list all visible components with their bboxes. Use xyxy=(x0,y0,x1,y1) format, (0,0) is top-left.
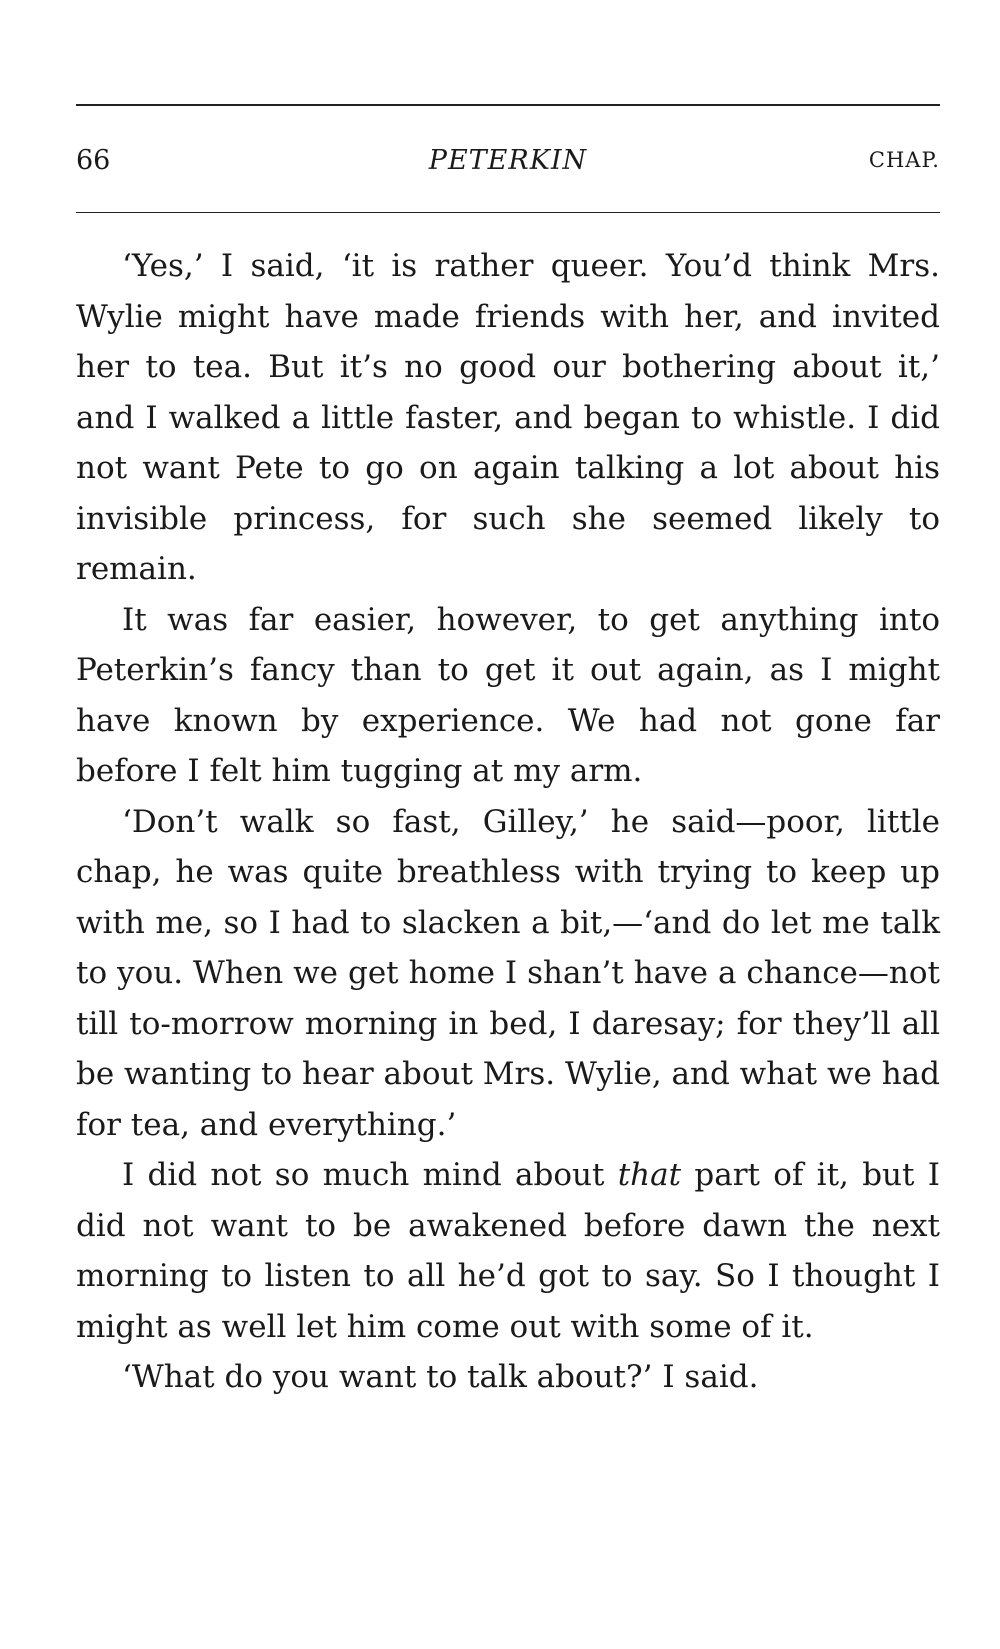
header-bottom-rule xyxy=(76,212,940,213)
paragraph-4 xyxy=(76,1150,940,1352)
page-number: 66 xyxy=(76,145,111,176)
paragraph-1: ‘Yes,’ I said, ‘it is rather queer. You’d think Mrs. Wylie might have made friends with her, and invited her to tea. But it’s no good our bothering about it,’ and I walked a little faster, and began to whistle. I did not want Pete to go on again talking a lot about his invisible princess, for such she seemed likely to remain. xyxy=(76,248,940,587)
header-top-rule xyxy=(76,104,940,106)
paragraph-2: It was far easier, however, to get anything into Peterkin’s fancy than to get it out again, as I might have known by experience. We had not gone far before I felt him tugging at my arm. xyxy=(76,601,940,789)
emphasis-word: that xyxy=(617,1157,682,1193)
paragraph-4-end: part of it, but I did not want to be awakened before dawn the next morning to listen to all he’d got to say. So I thought I might as well let him come out with some of it. xyxy=(76,1157,940,1345)
running-header xyxy=(76,145,940,185)
paragraph-4-start: I did not so much mind about xyxy=(122,1157,618,1193)
chapter-label: CHAP. xyxy=(868,148,940,172)
running-title: PETERKIN xyxy=(428,145,588,176)
paragraph-5: ‘What do you want to talk about?’ I said. xyxy=(122,1359,759,1395)
paragraph-3: ‘Don’t walk so fast, Gilley,’ he said—poor, little chap, he was quite breathless with trying to keep up with me, so I had to slacken a bit,—‘and do let me talk to you. When we get home I shan’t have a chance—not till to-morrow morning in bed, I daresay; for they’ll all be wanting to hear about Mrs. Wylie, and what we had for tea, and everything.’ xyxy=(76,803,940,1143)
body-text xyxy=(76,241,940,1403)
